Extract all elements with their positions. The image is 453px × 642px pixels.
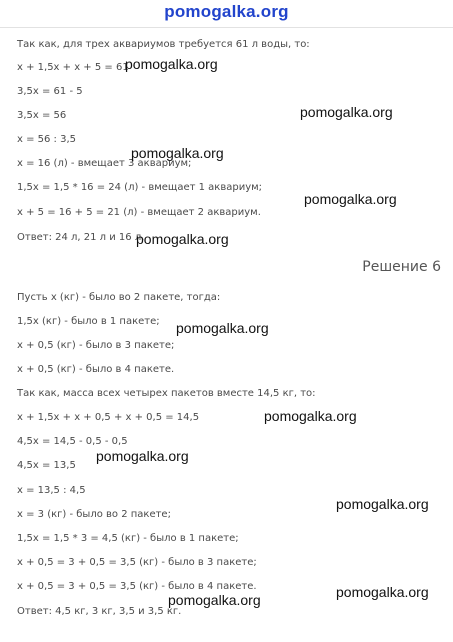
equation-line: x = 56 : 3,5 [17, 134, 77, 145]
watermark: pomogalka.org [168, 592, 261, 608]
equation-line: 1,5x (кг) - было в 1 пакете; [17, 316, 160, 327]
answer-line: Ответ: 4,5 кг, 3 кг, 3,5 и 3,5 кг. [17, 606, 182, 617]
site-header [0, 0, 453, 28]
equation-line: x + 0,5 = 3 + 0,5 = 3,5 (кг) - было в 4 пакете. [17, 581, 257, 592]
equation-line: x + 1,5x + x + 5 = 61 [17, 62, 129, 73]
site-logo[interactable]: pomogalka.org [164, 2, 289, 21]
equation-line: x = 3 (кг) - было во 2 пакете; [17, 509, 171, 520]
watermark: pomogalka.org [264, 408, 357, 424]
watermark: pomogalka.org [300, 104, 393, 120]
watermark: pomogalka.org [336, 496, 429, 512]
equation-line: x + 1,5x + x + 0,5 + x + 0,5 = 14,5 [17, 412, 200, 423]
text-line: Так как, для трех аквариумов требуется 61 л воды, то: [17, 39, 310, 50]
equation-line: 3,5x = 56 [17, 110, 67, 121]
watermark: pomogalka.org [96, 448, 189, 464]
equation-line: x + 0,5 = 3 + 0,5 = 3,5 (кг) - было в 3 пакете; [17, 557, 257, 568]
text-line: Так как, масса всех четырех пакетов вместе 14,5 кг, то: [17, 388, 316, 399]
watermark: pomogalka.org [304, 191, 397, 207]
solution-heading: Решение 6 [362, 259, 441, 275]
equation-line: x + 5 = 16 + 5 = 21 (л) - вмещает 2 аквариум. [17, 207, 261, 218]
watermark: pomogalka.org [125, 56, 218, 72]
watermark: pomogalka.org [131, 145, 224, 161]
watermark: pomogalka.org [336, 584, 429, 600]
watermark: pomogalka.org [176, 320, 269, 336]
answer-line: Ответ: 24 л, 21 л и 16 л. [17, 232, 145, 243]
equation-line: x + 0,5 (кг) - было в 4 пакете. [17, 364, 175, 375]
equation-line: x = 13,5 : 4,5 [17, 485, 86, 496]
equation-line: 3,5x = 61 - 5 [17, 86, 83, 97]
equation-line: 4,5x = 14,5 - 0,5 - 0,5 [17, 436, 128, 447]
text-line: Пусть x (кг) - было во 2 пакете, тогда: [17, 292, 221, 303]
equation-line: x + 0,5 (кг) - было в 3 пакете; [17, 340, 175, 351]
watermark: pomogalka.org [136, 231, 229, 247]
equation-line: 1,5x = 1,5 * 3 = 4,5 (кг) - было в 1 пакете; [17, 533, 239, 544]
equation-line: x = 16 (л) - вмещает 3 аквариум; [17, 158, 192, 169]
equation-line: 4,5x = 13,5 [17, 460, 76, 471]
equation-line: 1,5x = 1,5 * 16 = 24 (л) - вмещает 1 аквариум; [17, 182, 263, 193]
header-divider [0, 27, 453, 28]
